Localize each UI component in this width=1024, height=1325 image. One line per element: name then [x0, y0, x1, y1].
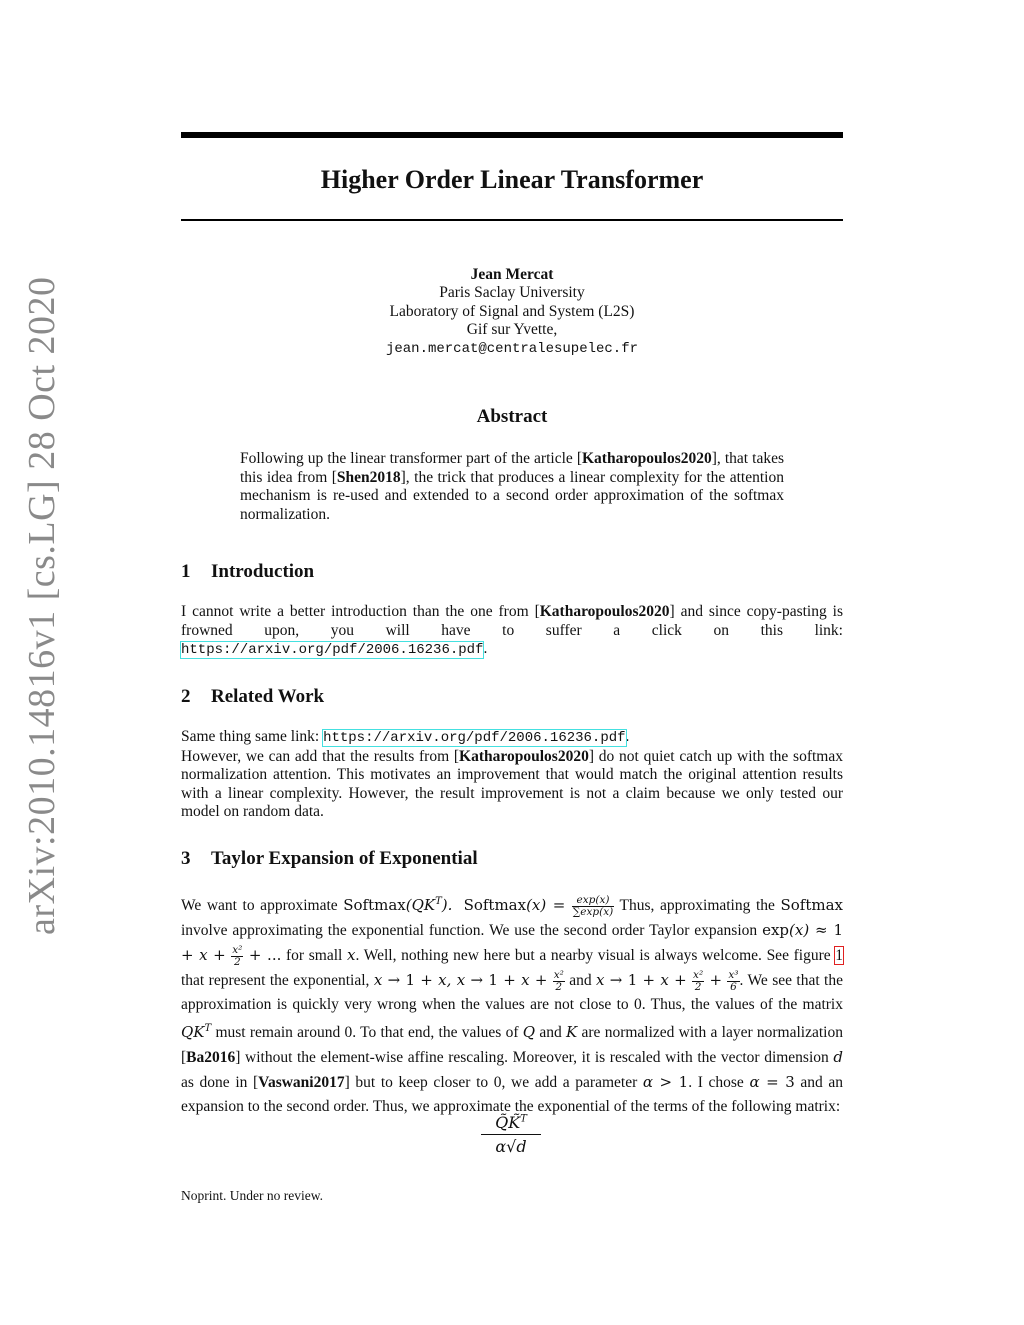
math-softmax-qkt: $Softmax(QK^T)$.: [343, 896, 453, 914]
math-taylor-expansion: exp(x) ≈ 1 + x + $\frac{\text{x²}}{2}$ + ...: [181, 921, 843, 968]
title-bottom-rule: [181, 219, 843, 221]
author-affiliation-1: Paris Saclay University: [439, 284, 585, 302]
citation-katharopoulos2020[interactable]: Katharopoulos2020: [539, 603, 670, 620]
author-email[interactable]: jean.mercat@centralesupelec.fr: [385, 340, 639, 357]
math-softmax-definition: Softmax(x) = $\frac{\exp(x)}{\sum\exp(x)}$: [463, 893, 614, 918]
author-location: Gif sur Yvette,: [466, 321, 558, 339]
arxiv-sidebar-stamp: arXiv:2010.14816v1 [cs.LG] 28 Oct 2020: [21, 276, 63, 935]
title-top-rule: [181, 132, 843, 138]
section-heading-introduction: 1 Introduction: [181, 561, 315, 582]
related-work-paragraph: Same thing same link: https://arxiv.org/pdf/2006.16236.pdf. However, we can add that the results from [Katharopoulos2020] do not quiet catch up with the softmax normalization attention. This motivates an improvement that would match the original attention results with a linear complexity. However, the result improvement is not a claim because we only tested our model on random data.: [181, 728, 843, 821]
abstract-text: Following up the linear transformer part of the article [Katharopoulos2020], that takes this idea from [Shen2018], the trick that produces a linear complexity for the attention mechanism is re-used and extended to a second order approximation of the softmax normalization.: [240, 450, 784, 523]
section-heading-related-work: 2 Related Work: [181, 686, 325, 707]
author-block: [181, 266, 843, 358]
abstract-heading: Abstract: [476, 406, 548, 427]
taylor-paragraph: We want to approximate $Softmax(QK^T)$. Softmax(x) = $\frac{\exp(x)}{\sum\exp(x)}$ Thus, approximating the Softmax involve approximating the exponential function. We use the second order Taylor expansion exp(x) ≈ 1 + x + $\frac{\text{x²}}{2}$ + ... for small x. Well, nothing new here but a nearby visual is always welcome. See figure 1 that represent the exponential, x → 1 + x, x → 1 + x + $\frac{\text{x²}}{2}$ and x → 1 + x + $\frac{\text{x²}}{2}$ + $\frac{\text{x³}}{6}$ . We see that the approximation is quickly very wrong when the values are not close to 0. Thus, the values of the matrix $QK^T$ must remain around 0. To that end, the values of Q and K are normalized with a layer normalization [Ba2016] without the element-wise affine rescaling. Moreover, it is rescaled with the vector dimension d as done in [Vaswani2017] but to keep closer to 0, we add a parameter α > 1. I chose α = 3 and an expansion to the second order. Thus, we approximate the exponential of the terms of the following matrix:: [181, 893, 844, 1115]
citation-katharopoulos2020[interactable]: Katharopoulos2020: [581, 450, 712, 467]
paper-title: Higher Order Linear Transformer: [320, 165, 704, 194]
figure-1-link[interactable]: 1: [835, 947, 844, 964]
footnote: Noprint. Under no review.: [181, 1188, 323, 1203]
citation-vaswani2017[interactable]: Vaswani2017: [258, 1074, 345, 1091]
section-heading-taylor: 3 Taylor Expansion of Exponential: [181, 848, 478, 869]
display-equation: Q̃K̃$^T$ α√d: [481, 1113, 541, 1156]
arxiv-link[interactable]: https://arxiv.org/pdf/2006.16236.pdf: [181, 642, 484, 659]
author-name: Jean Mercat: [470, 266, 554, 283]
citation-katharopoulos2020[interactable]: Katharopoulos2020: [459, 747, 589, 765]
author-affiliation-2: Laboratory of Signal and System (L2S): [389, 302, 635, 320]
math-softmax: Softmax: [780, 896, 843, 914]
introduction-paragraph: I cannot write a better introduction than the one from [Katharopoulos2020] and since copy-pasting is frowned upon, you will have to suffer a click on this link: https://arxiv.org/pdf/2006.16236.pdf.: [181, 603, 843, 659]
math-first-order: x → 1 + x, x → 1 + x + $\frac{\text{x²}}{2}$: [373, 968, 564, 993]
citation-shen2018[interactable]: Shen2018: [336, 468, 401, 486]
math-third-order: x → 1 + x + $\frac{\text{x²}}{2}$ + $\frac{\text{x³}}{6}$: [596, 968, 739, 993]
arxiv-link[interactable]: https://arxiv.org/pdf/2006.16236.pdf: [323, 730, 626, 746]
citation-ba2016[interactable]: Ba2016: [186, 1049, 236, 1066]
